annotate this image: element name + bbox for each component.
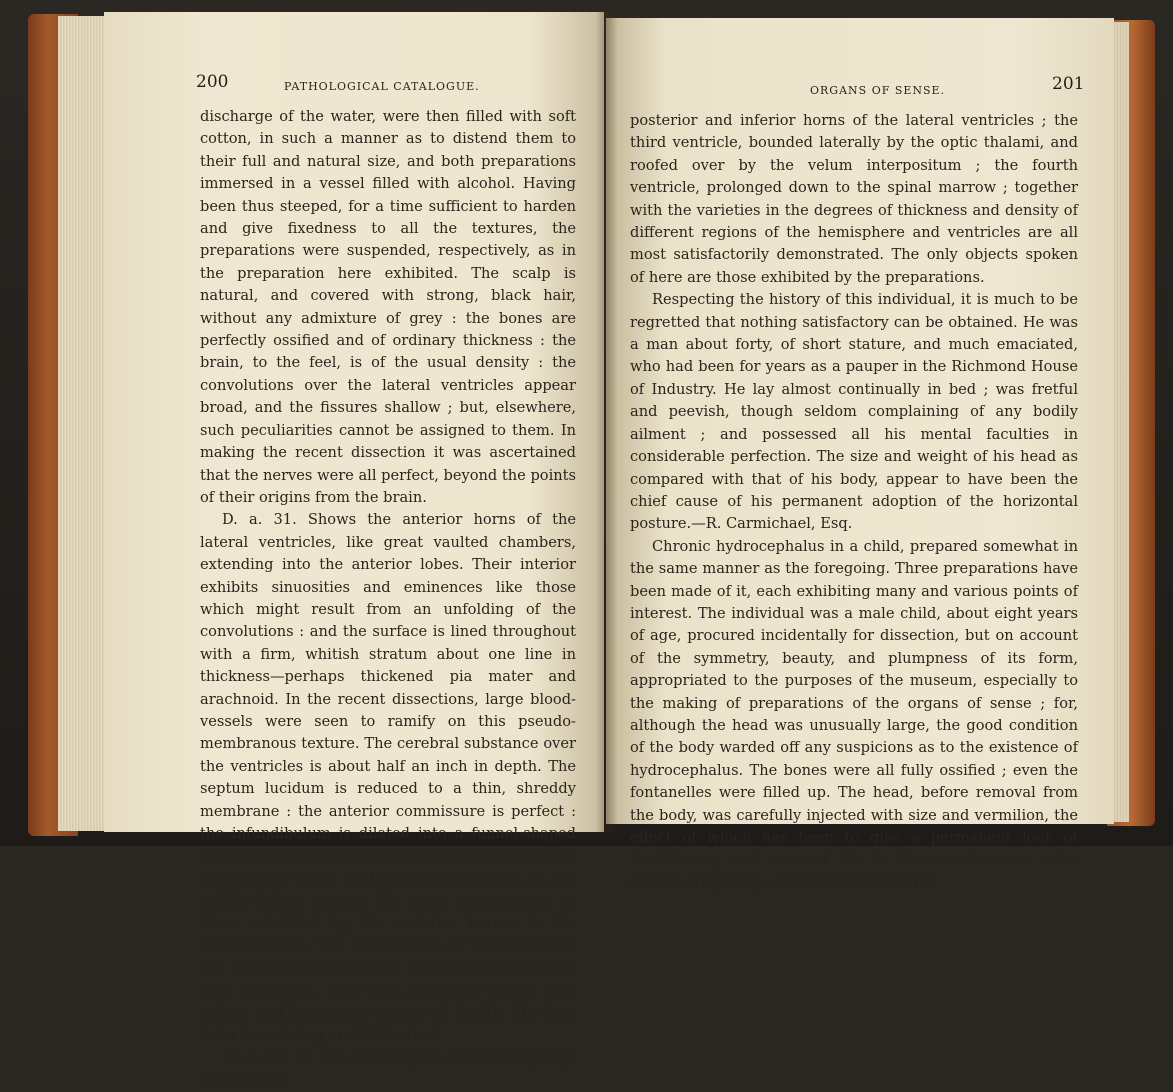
- right-page-number: 201: [1052, 74, 1085, 94]
- paragraph: posterior and inferior horns of the lateral ventricles ; the third ventricle, bounded laterally by the optic thalami, and roofed over by the velum interpositum ; the fourth ventricle, prolonged down to the spinal marrow ; together with the varieties in the degrees of thickness and density of different regions of the hemisphere and ventricles are all most satisfactorily demonstrated. The only objects spoken of here are those exhibited by the preparations.: [630, 112, 1078, 286]
- book-gutter: [596, 12, 618, 832]
- left-page: [104, 12, 604, 1089]
- paragraph: Chronic hydrocephalus in a child, prepared somewhat in the same manner as the foregoing. Three preparations have been made of it, each exhibiting many and various points of interest. The individual was a male child, about eight years of age, procured incidentally for dissection, but on account of the symmetry, beauty, and plumpness of its form, appropriated to the purposes of the museum, especially to the making of preparations of the organs of sense ; for, although the head was unusually large, the good condition of the body warded off any suspicions as to the existence of hydrocephalus. The bones were all fully ossified ; even the fontanelles were filled up. The head, before removal from the body, was carefully injected with size and vermilion, the effect of which has been to give a permanent look of healthiness, and even of life to the countenance : the cheeks are plump ; the nose beautiful for: [630, 537, 1078, 891]
- paragraph: Respecting the history of this individual, it is much to be regretted that nothing satisfactory can be obtained. He was a man about forty, of short stature, and much emaciated, who had been for years as a pauper in the Richmond House of Industry. He lay almost continually in bed ; was fretful and peevish, though seldom complaining of any bodily ailment ; and possessed all his mental faculties in considerable perfection. The size and weight of his head as compared with that of his body, appear to have been the chief cause of his permanent adoption of the horizontal posture.—R. Carmichael, Esq.: [630, 291, 1078, 533]
- paragraph: discharge of the water, were then filled with soft cotton, in such a manner as to distend them to their full and natural size, and both preparations immersed in a vessel filled with alcohol. Having been thus steeped, for a time sufficient to harden and give fixedness to all the textures, the preparations were suspended, respectively, as in the preparation here exhibited. The scalp is natural, and covered with strong, black hair, without any admixture of grey : the bones are perfectly ossified and of ordinary thickness : the brain, to the feel, is of the usual density : the convolutions over the lateral ventricles appear broad, and the fissures shallow ; but, elsewhere, such peculiarities cannot be assigned to them. In making the recent dissection it was ascertained that the nerves were all perfect, beyond the points of their origins from the brain.: [200, 108, 576, 506]
- paragraph: D. a. 31. Shows the anterior horns of the lateral ventricles, like great vaulted chambers, extending into the anterior lobes. Their interior exhibits sinuosities and eminences like those which might result from an unfolding of the convolutions : and the surface is lined throughout with a firm, whitish stratum about one line in thickness—perhaps thickened pia mater and arachnoid. In the recent dissections, large blood-vessels were seen to ramify on this pseudo-membranous texture. The cerebral substance over the ventricles is about half an inch in depth. The septum lucidum is reduced to a thin, shreddy membrane : the anterior commissure is perfect : the infundibulum is dilated into a funnel-shaped bag, with the apex attached to the pituitary gland. The inferior horns of the lateral ventricles, in the middle lobes, present the same appearances as those exhibited by the anterior horns, in the anterior lobes. The membranes on the outside of the brain are every where normal and in contact with the skull. The ears, posterior nares, soft palate, and tongue are preserved in situ. The face is far from being un-intellectual.: [200, 511, 576, 1044]
- right-running-head: ORGANS OF SENSE.: [810, 84, 946, 97]
- right-page: [606, 18, 1114, 891]
- left-page-number: 200: [196, 72, 229, 92]
- left-running-head: PATHOLOGICAL CATALOGUE.: [284, 80, 480, 93]
- left-page-text: [200, 106, 576, 1092]
- right-page-text: [630, 110, 1078, 894]
- paragraph: D. a. 32. Is the counterpart of the foregoing. The dilated: [200, 1049, 576, 1089]
